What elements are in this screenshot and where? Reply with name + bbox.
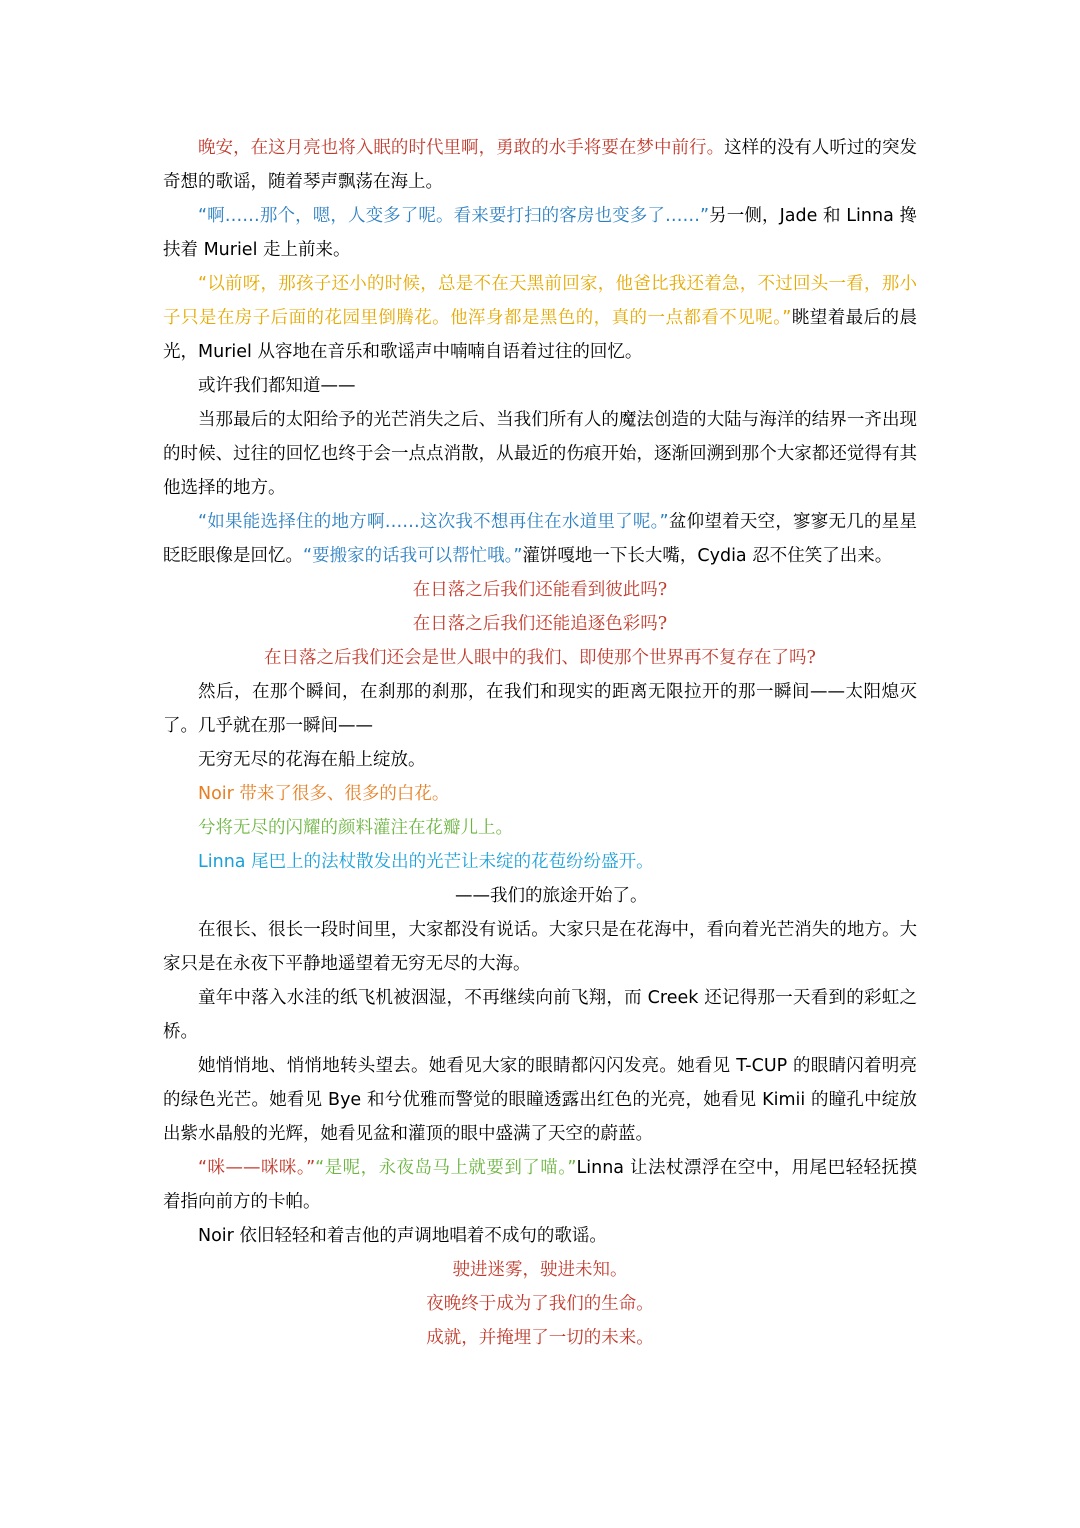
paragraph-11: Linna 尾巴上的法杖散发出的光芒让未绽的花苞纷纷盛开。: [198, 852, 654, 872]
paragraph-12: ——我们的旅途开始了。: [455, 886, 648, 906]
paragraph-10: 兮将无尽的闪耀的颜料灌注在花瓣儿上。: [198, 818, 513, 838]
paragraph-13: 在很长、很长一段时间里，大家都没有说话。大家只是在花海中，看向着光芒消失的地方。大家只是在永夜下平静地遥望着无穷无尽的大海。: [163, 920, 917, 974]
paragraph-1: [163, 131, 917, 199]
dialogue-text: “如果能选择住的地方啊……这次我不想再住在水道里了呢。”: [198, 512, 669, 532]
paragraph-9: Noir 带来了很多、很多的白花。: [198, 784, 450, 804]
document-page: [163, 131, 917, 1355]
song-line: 驶进迷雾，驶进未知。: [452, 1260, 628, 1280]
narration-text: 盆仰望着天空，寥寥无几的星星眨眨眼像是回忆。: [163, 512, 918, 566]
song-line: 在日落之后我们还会是世人眼中的我们、即使那个世界再不复存在了吗?: [264, 648, 816, 668]
paragraph-6: [163, 505, 917, 573]
dialogue-text: “是呢，永夜岛马上就要到了喵。”: [315, 1158, 577, 1178]
dialogue-text: “啊……那个，嗯，人变多了呢。看来要打扫的客房也变多了……”: [198, 206, 710, 226]
paragraph-8: 无穷无尽的花海在船上绽放。: [198, 750, 426, 770]
narration-text: Linna 让法杖漂浮在空中，用尾巴轻轻抚摸着指向前方的卡帕。: [163, 1158, 917, 1212]
paragraph-15: 她悄悄地、悄悄地转头望去。她看见大家的眼睛都闪闪发亮。她看见 T-CUP 的眼睛闪着明亮的绿色光芒。她看见 Bye 和兮优雅而警觉的眼瞳透露出红色的光亮，她看见 Kimii 的瞳孔中绽放出紫水晶般的光辉，她看见盆和灌顶的眼中盛满了天空的蔚蓝。: [163, 1056, 917, 1144]
song-line: 成就，并掩埋了一切的未来。: [426, 1328, 654, 1348]
narration-text: 这样的没有人听过的突发奇想的歌谣，随着琴声飘荡在海上。: [163, 138, 917, 192]
paragraph-16: [163, 1151, 917, 1219]
paragraph-17: Noir 依旧轻轻和着吉他的声调地唱着不成句的歌谣。: [198, 1226, 607, 1246]
paragraph-2: [163, 199, 917, 267]
paragraph-3: [163, 267, 917, 369]
paragraph-7: 然后，在那个瞬间，在刹那的刹那，在我们和现实的距离无限拉开的那一瞬间——太阳熄灭了。几乎就在那一瞬间——: [163, 682, 917, 736]
dialogue-text: “要搬家的话我可以帮忙哦。”: [303, 546, 523, 566]
dialogue-text: “咪——咪咪。”: [198, 1158, 316, 1178]
song-line: 在日落之后我们还能看到彼此吗?: [412, 580, 668, 600]
paragraph-5: 当那最后的太阳给予的光芒消失之后、当我们所有人的魔法创造的大陆与海洋的结界一齐出现的时候、过往的回忆也终于会一点点消散，从最近的伤痕开始，逐渐回溯到那个大家都还觉得有其他选择的地方。: [163, 410, 917, 498]
narration-text: 灌饼嘎地一下长大嘴，Cydia 忍不住笑了出来。: [522, 546, 893, 566]
narration-text: 眺望着最后的晨光，Muriel 从容地在音乐和歌谣声中喃喃自语着过往的回忆。: [163, 308, 917, 362]
paragraph-4: 或许我们都知道——: [198, 376, 356, 396]
song-line: 在日落之后我们还能追逐色彩吗?: [412, 614, 668, 634]
paragraph-14: 童年中落入水洼的纸飞机被洇湿，不再继续向前飞翔，而 Creek 还记得那一天看到的彩虹之桥。: [163, 988, 917, 1042]
narration-text: 另一侧，Jade 和 Linna 搀扶着 Muriel 走上前来。: [163, 206, 917, 260]
song-line: 夜晚终于成为了我们的生命。: [426, 1294, 654, 1314]
song-lyric-inline: 晚安，在这月亮也将入眠的时代里啊，勇敢的水手将要在梦中前行。: [198, 138, 725, 158]
dialogue-text: “以前呀，那孩子还小的时候，总是不在天黑前回家，他爸比我还着急，不过回头一看，那小子只是在房子后面的花园里倒腾花。他浑身都是黑色的，真的一点都看不见呢。”: [163, 274, 917, 328]
